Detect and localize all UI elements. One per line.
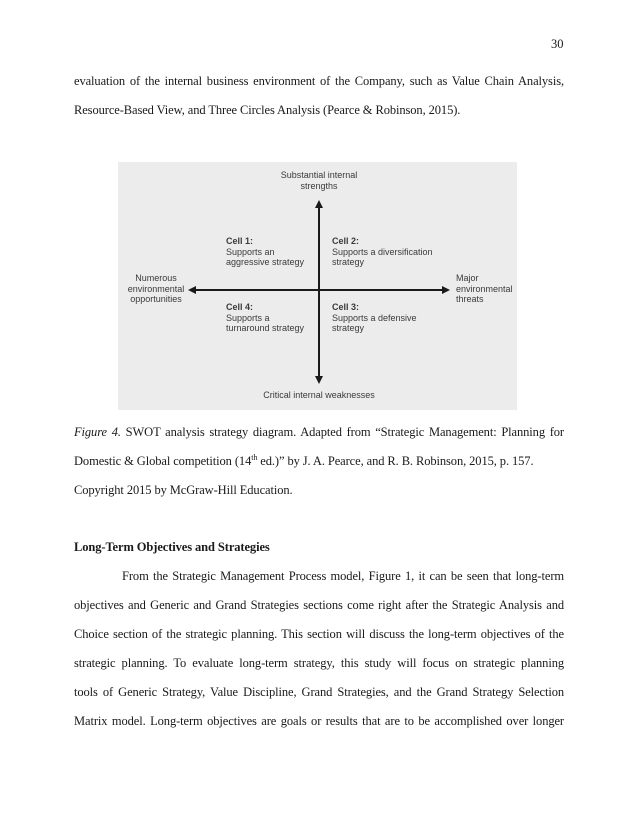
body-line-4: strategic planning. To evaluate long-term strategy, this study will focus on strategic planning (74, 656, 564, 670)
body-line-5: tools of Generic Strategy, Value Discipline, Grand Strategies, and the Grand Strategy Selection (74, 685, 564, 699)
cell-4: Cell 4: Supports a turnaround strategy (226, 302, 305, 333)
left-label: Numerous environmental opportunities (127, 273, 185, 304)
page-number: 30 (551, 37, 564, 51)
figure-label: Figure 4. (74, 425, 121, 439)
cell-3: Cell 3: Supports a defensive strategy (332, 302, 417, 333)
body-line-2: objectives and Generic and Grand Strategies sections come right after the Strategic Analysis and (74, 598, 564, 612)
cell-2: Cell 2: Supports a diversification strategy (332, 236, 433, 267)
figure-caption-line-2: Domestic & Global competition (14th ed.)” by J. A. Pearce, and R. B. Robinson, 2015, p. 157. (74, 453, 534, 468)
cell-1: Cell 1: Supports an aggressive strategy (226, 236, 305, 267)
body-line-1: From the Strategic Management Process model, Figure 1, it can be seen that long-term (122, 569, 564, 583)
swot-diagram (118, 162, 517, 410)
intro-line-1: evaluation of the internal business environment of the Company, such as Value Chain Analysis, (74, 74, 564, 88)
figure-caption-line-3: Copyright 2015 by McGraw-Hill Education. (74, 483, 293, 497)
body-line-3: Choice section of the strategic planning. This section will discuss the long-term objectives of the (74, 627, 564, 641)
body-line-6: Matrix model. Long-term objectives are goals or results that are to be accomplished over longer (74, 714, 564, 728)
intro-line-2: Resource-Based View, and Three Circles Analysis (Pearce & Robinson, 2015). (74, 103, 461, 117)
bottom-label: Critical internal weaknesses (263, 390, 375, 400)
right-label: Major environmental threats (456, 273, 513, 304)
figure-caption-line-1: Figure 4. SWOT analysis strategy diagram. Adapted from “Strategic Management: Planning for (74, 425, 564, 439)
section-heading: Long-Term Objectives and Strategies (74, 540, 270, 554)
top-label: Substantial internal strengths (280, 170, 358, 191)
